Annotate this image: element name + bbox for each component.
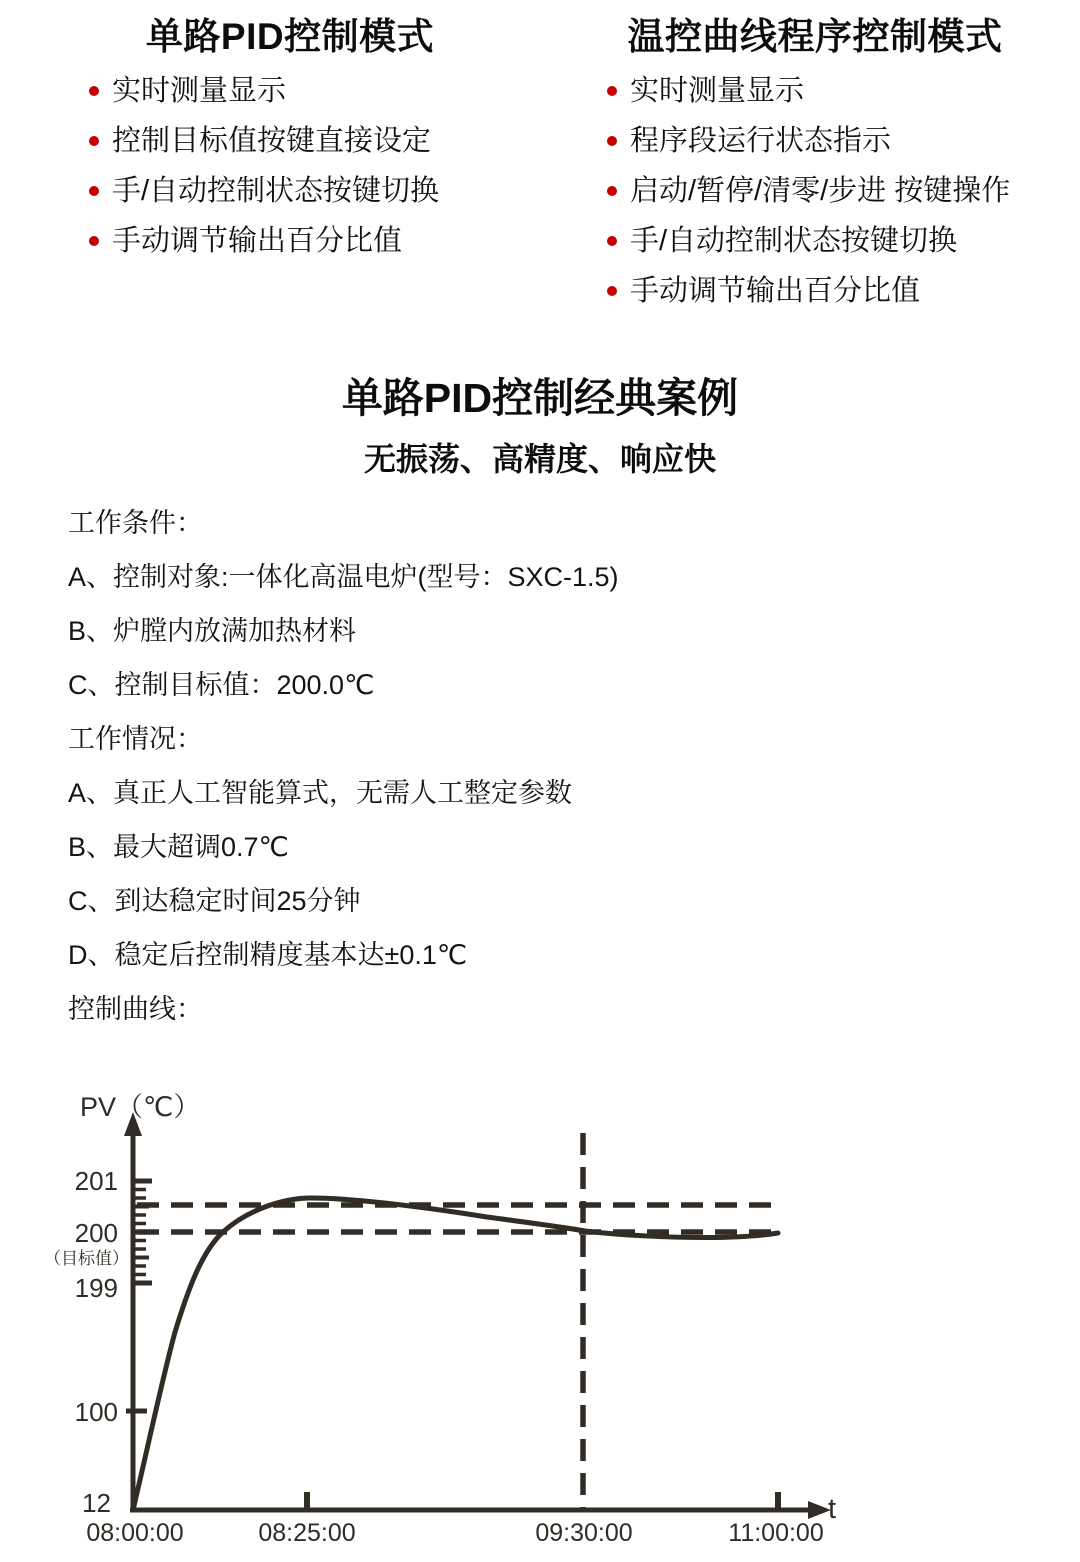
pid-mode-feature-list	[60, 66, 520, 266]
bullet-dot-icon	[607, 136, 617, 146]
body-line: A、控制对象:一体化高温电炉(型号：SXC-1.5)	[68, 562, 619, 592]
x-tick-label-0930: 09:30:00	[535, 1519, 633, 1547]
bullet-dot-icon	[89, 136, 99, 146]
case-subtitle: 无振荡、高精度、响应快	[363, 441, 716, 477]
case-title: 单路PID控制经典案例	[341, 375, 739, 421]
x-tick-label-0800: 08:00:00	[86, 1519, 184, 1547]
x-axis-ticks	[307, 1492, 778, 1508]
pid-mode-section	[60, 14, 520, 266]
bullet-dot-icon	[89, 236, 99, 246]
bullet-dot-icon	[607, 186, 617, 196]
bullet-dot-icon	[89, 86, 99, 96]
x-tick-label-1100: 11:00:00	[728, 1519, 824, 1547]
x-axis-title: t	[828, 1493, 837, 1525]
feature-text: 手动调节输出百分比值	[630, 275, 921, 307]
feature-text: 控制目标值按键直接设定	[112, 125, 432, 157]
body-line: A、真正人工智能算式，无需人工整定参数	[68, 778, 573, 808]
feature-text: 启动/暂停/清零/步进 按键操作	[630, 175, 1011, 207]
y-tick-label-201: 201	[74, 1166, 118, 1196]
target-value-note: （目标值）	[44, 1249, 129, 1268]
list-item	[578, 266, 1052, 316]
y-tick-label-100: 100	[74, 1397, 118, 1427]
y-tick-label-12: 12	[82, 1488, 111, 1518]
program-mode-title: 温控曲线程序控制模式	[627, 16, 1003, 57]
list-item	[60, 166, 520, 216]
list-item	[60, 66, 520, 116]
body-line: 工作情况：	[68, 724, 203, 754]
feature-text: 手动调节输出百分比值	[112, 225, 403, 257]
y-tick-label-200: 200	[74, 1218, 118, 1248]
y-tick-label-199: 199	[74, 1273, 118, 1303]
list-item	[578, 216, 1052, 266]
bullet-dot-icon	[89, 186, 99, 196]
program-mode-feature-list	[578, 66, 1052, 316]
list-item	[60, 216, 520, 266]
list-item	[578, 166, 1052, 216]
body-line: 控制曲线：	[68, 994, 203, 1024]
body-line: B、炉膛内放满加热材料	[68, 616, 357, 646]
bullet-dot-icon	[607, 236, 617, 246]
pv-curve	[133, 1198, 778, 1510]
body-line: C、到达稳定时间25分钟	[68, 886, 361, 916]
control-curve-chart	[0, 1080, 1080, 1562]
feature-text: 程序段运行状态指示	[630, 125, 892, 157]
feature-text: 实时测量显示	[630, 75, 805, 107]
body-line: B、最大超调0.7℃	[68, 832, 289, 862]
feature-text: 实时测量显示	[112, 75, 287, 107]
body-line: C、控制目标值：200.0℃	[68, 670, 375, 700]
body-line: D、稳定后控制精度基本达±0.1℃	[68, 940, 468, 970]
feature-text: 手/自动控制状态按键切换	[112, 175, 440, 207]
list-item	[60, 116, 520, 166]
feature-text: 手/自动控制状态按键切换	[630, 225, 958, 257]
bullet-dot-icon	[607, 86, 617, 96]
case-body-text	[68, 496, 1028, 1036]
y-axis-title: PV（℃）	[80, 1092, 201, 1122]
x-tick-label-0825: 08:25:00	[258, 1519, 356, 1547]
list-item	[578, 116, 1052, 166]
body-line: 工作条件：	[68, 508, 203, 538]
program-mode-section	[578, 14, 1052, 316]
pid-mode-title: 单路PID控制模式	[145, 16, 435, 57]
list-item	[578, 66, 1052, 116]
bullet-dot-icon	[607, 286, 617, 296]
